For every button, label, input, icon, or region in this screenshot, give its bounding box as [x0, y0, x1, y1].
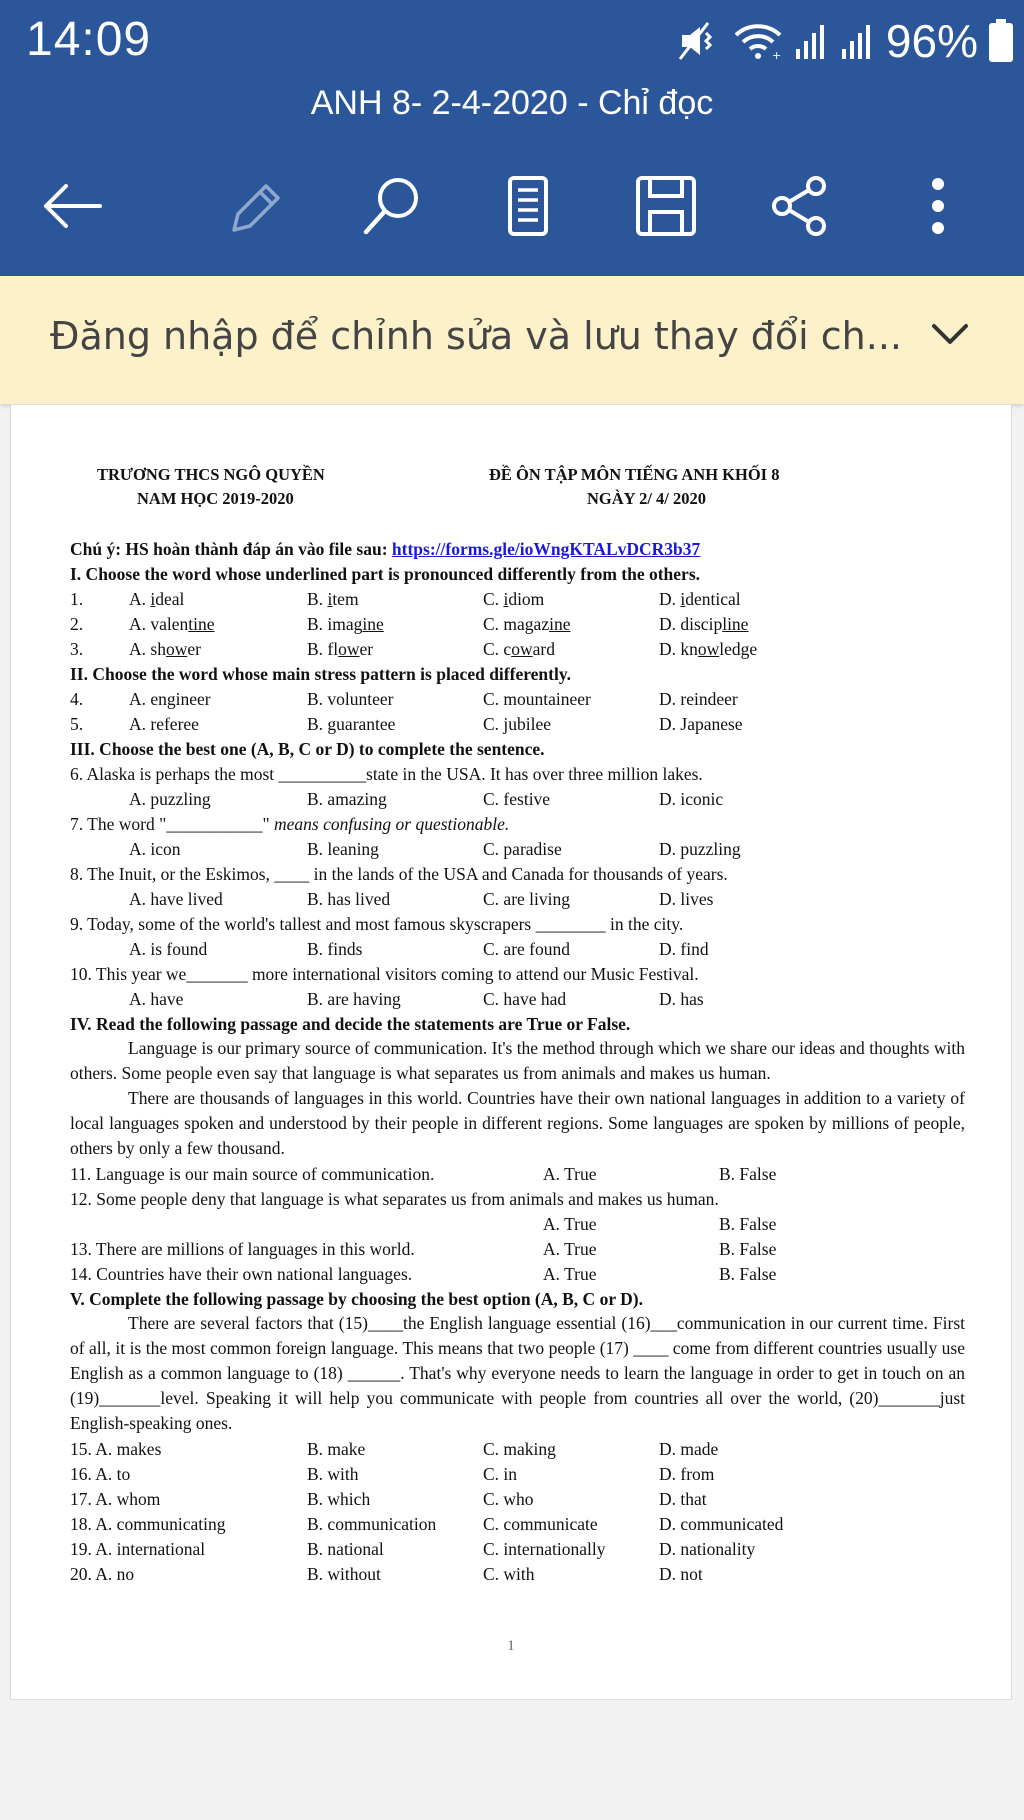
- page-number: 1: [507, 1638, 515, 1654]
- section-1-title: I. Choose the word whose underlined part is pronounced differently from the others.: [70, 564, 701, 584]
- mute-vibrate-icon: [678, 21, 722, 61]
- q13-stem: 13. There are millions of languages in this world.: [70, 1239, 415, 1259]
- q10-option-a: A. have: [129, 989, 184, 1009]
- q17-option-b: B. which: [307, 1489, 371, 1509]
- app-header: [0, 0, 1024, 276]
- form-link[interactable]: https://forms.gle/ioWngKTALvDCR3b37: [391, 539, 701, 559]
- q1-option-a: A. ideal: [129, 589, 185, 609]
- note-line: [70, 541, 700, 559]
- search-icon[interactable]: [356, 170, 428, 242]
- q5-number: 5.: [70, 714, 84, 734]
- q18-option-a: 18. A. communicating: [70, 1514, 226, 1534]
- q10-stem: 10. This year we_______ more international visitors coming to attend our Music Festival.: [70, 964, 699, 984]
- sign-in-banner[interactable]: [0, 276, 1024, 404]
- q3-option-a: A. shower: [129, 639, 201, 659]
- q20-option-b: B. without: [307, 1564, 381, 1584]
- q7-option-c: C. paradise: [483, 839, 562, 859]
- q15-option-a: 15. A. makes: [70, 1439, 162, 1459]
- q5-option-a: A. referee: [129, 714, 199, 734]
- q12-option-a: A. True: [543, 1214, 597, 1234]
- share-icon[interactable]: [764, 170, 836, 242]
- q14-option-b: B. False: [719, 1264, 777, 1284]
- section-2-title: II. Choose the word whose main stress pattern is placed differently.: [70, 664, 572, 684]
- q2-option-a: A. valentine: [129, 614, 215, 634]
- q15-option-b: B. make: [307, 1439, 366, 1459]
- signal-icon-2: [840, 21, 876, 61]
- q3-option-d: D. knowledge: [659, 639, 758, 659]
- reading-view-icon[interactable]: [492, 170, 564, 242]
- q20-option-a: 20. A. no: [70, 1564, 135, 1584]
- q9-option-d: D. find: [659, 939, 709, 959]
- q1-option-d: D. identical: [659, 589, 741, 609]
- q4-option-a: A. engineer: [129, 689, 211, 709]
- q11-option-b: B. False: [719, 1164, 777, 1184]
- battery-percent: 96%: [885, 15, 978, 67]
- sign-in-banner-text[interactable]: Đăng nhập để chỉnh sửa và lưu thay đổi ch...: [50, 314, 902, 358]
- q10-option-d: D. has: [659, 989, 704, 1009]
- section-3-title: III. Choose the best one (A, B, C or D) to complete the sentence.: [70, 739, 545, 759]
- q4-option-b: B. volunteer: [307, 689, 394, 709]
- q20-option-d: D. not: [659, 1564, 703, 1584]
- q16-option-d: D. from: [659, 1464, 715, 1484]
- q7-stem: 7. The word "___________" means confusing or questionable.: [70, 814, 510, 834]
- q15-option-d: D. made: [659, 1439, 719, 1459]
- q16-option-c: C. in: [483, 1464, 518, 1484]
- back-arrow-icon[interactable]: [36, 170, 108, 242]
- q2-option-c: C. magazine: [483, 614, 571, 634]
- q17-option-c: C. who: [483, 1489, 534, 1509]
- q14-option-a: A. True: [543, 1264, 597, 1284]
- q12-option-b: B. False: [719, 1214, 777, 1234]
- q8-option-d: D. lives: [659, 889, 714, 909]
- q8-option-c: C. are living: [483, 889, 570, 909]
- q19-option-b: B. national: [307, 1539, 384, 1559]
- q18-option-c: C. communicate: [483, 1514, 598, 1534]
- q7-option-b: B. leaning: [307, 839, 379, 859]
- more-options-icon[interactable]: [902, 170, 974, 242]
- passage-4-paragraph-1: Language is our primary source of communication. It's the method through which we share our ideas and thoughts with others. Some people even say that language is what separates us from animals and makes us human.: [70, 1038, 965, 1083]
- section-5-title: V. Complete the following passage by choosing the best option (A, B, C or D).: [70, 1289, 643, 1309]
- wifi-icon: [732, 21, 784, 61]
- signal-icon: [794, 21, 830, 61]
- q1-number: 1.: [70, 589, 84, 609]
- q17-option-d: D. that: [659, 1489, 707, 1509]
- q9-option-c: C. are found: [483, 939, 570, 959]
- passage-4-paragraph-2: There are thousands of languages in this world. Countries have their own national languages in addition to a variety of local languages spoken and understood by their people in different regions. Some languages are spoken by millions of people, others by only a few thousand.: [70, 1088, 965, 1158]
- q11-option-a: A. True: [543, 1164, 597, 1184]
- q5-option-b: B. guarantee: [307, 714, 396, 734]
- q13-option-b: B. False: [719, 1239, 777, 1259]
- q13-option-a: A. True: [543, 1239, 597, 1259]
- passage-5: There are several factors that (15)____the English language essential (16)___communication in our current time. First of all, it is the most common foreign language. This means that two people (17) ____ come from different countries usually use English as a common language to (18) ______. That's why everyone needs to learn the language in order to get in touch on an (19)_______level. Speaking it will help you communicate with people from countries all over the world, (20)_______just English-speaking ones.: [70, 1313, 965, 1433]
- q17-option-a: 17. A. whom: [70, 1489, 161, 1509]
- q9-stem: 9. Today, some of the world's tallest and most famous skyscrapers ________ in the city.: [70, 914, 684, 934]
- status-time: 14:09: [26, 13, 152, 66]
- exam-title: ĐỀ ÔN TẬP MÔN TIẾNG ANH KHỐI 8: [489, 465, 780, 484]
- q4-option-d: D. reindeer: [659, 689, 738, 709]
- document-title: ANH 8- 2-4-2020 - Chỉ đọc: [310, 84, 714, 122]
- q2-option-d: D. discipline: [659, 614, 749, 634]
- svg-text:+: +: [771, 49, 782, 61]
- q6-stem: 6. Alaska is perhaps the most __________state in the USA. It has over three million lakes.: [70, 764, 703, 784]
- q4-option-c: C. mountaineer: [483, 689, 591, 709]
- q6-option-b: B. amazing: [307, 789, 387, 809]
- q15-option-c: C. making: [483, 1439, 556, 1459]
- toolbar: [0, 160, 1024, 250]
- q7-option-a: A. icon: [129, 839, 181, 859]
- chevron-down-icon[interactable]: [930, 322, 970, 348]
- q5-option-d: D. Japanese: [659, 714, 743, 734]
- school-name: TRƯƠNG THCS NGÔ QUYỀN: [97, 465, 325, 484]
- q1-option-b: B. item: [307, 589, 359, 609]
- q6-option-d: D. iconic: [659, 789, 724, 809]
- school-year: NAM HỌC 2019-2020: [137, 489, 294, 508]
- q19-option-d: D. nationality: [659, 1539, 756, 1559]
- q4-number: 4.: [70, 689, 84, 709]
- save-icon[interactable]: [630, 170, 702, 242]
- q2-option-b: B. imagine: [307, 614, 384, 634]
- q8-option-b: B. has lived: [307, 889, 391, 909]
- q9-option-a: A. is found: [129, 939, 208, 959]
- q6-option-a: A. puzzling: [129, 789, 211, 809]
- q3-number: 3.: [70, 639, 84, 659]
- q16-option-a: 16. A. to: [70, 1464, 131, 1484]
- q10-option-c: C. have had: [483, 989, 567, 1009]
- q9-option-b: B. finds: [307, 939, 363, 959]
- q3-option-c: C. coward: [483, 639, 555, 659]
- q8-option-a: A. have lived: [129, 889, 223, 909]
- q19-option-a: 19. A. international: [70, 1539, 206, 1559]
- q10-option-b: B. are having: [307, 989, 401, 1009]
- q16-option-b: B. with: [307, 1464, 359, 1484]
- q6-option-c: C. festive: [483, 789, 551, 809]
- q1-option-c: C. idiom: [483, 589, 545, 609]
- q5-option-c: C. jubilee: [483, 714, 552, 734]
- status-icons: [678, 14, 1014, 68]
- q12-stem: 12. Some people deny that language is what separates us from animals and makes us human.: [70, 1189, 719, 1209]
- exam-date: NGÀY 2/ 4/ 2020: [587, 489, 707, 508]
- note-prefix: Chú ý: HS hoàn thành đáp án vào file sau:: [70, 539, 392, 559]
- q14-stem: 14. Countries have their own national languages.: [70, 1264, 413, 1284]
- q3-option-b: B. flower: [307, 639, 374, 659]
- q20-option-c: C. with: [483, 1564, 535, 1584]
- edit-pencil-icon[interactable]: [218, 170, 290, 242]
- battery-icon: [988, 19, 1014, 63]
- q19-option-c: C. internationally: [483, 1539, 606, 1559]
- q11-stem: 11. Language is our main source of communication.: [70, 1164, 435, 1184]
- q18-option-d: D. communicated: [659, 1514, 784, 1534]
- q2-number: 2.: [70, 614, 84, 634]
- q7-option-d: D. puzzling: [659, 839, 741, 859]
- document-page: [10, 404, 1012, 1700]
- section-4-title: IV. Read the following passage and decide the statements are True or False.: [70, 1014, 631, 1034]
- q8-stem: 8. The Inuit, or the Eskimos, ____ in the lands of the USA and Canada for thousands of years.: [70, 864, 728, 884]
- q18-option-b: B. communication: [307, 1514, 437, 1534]
